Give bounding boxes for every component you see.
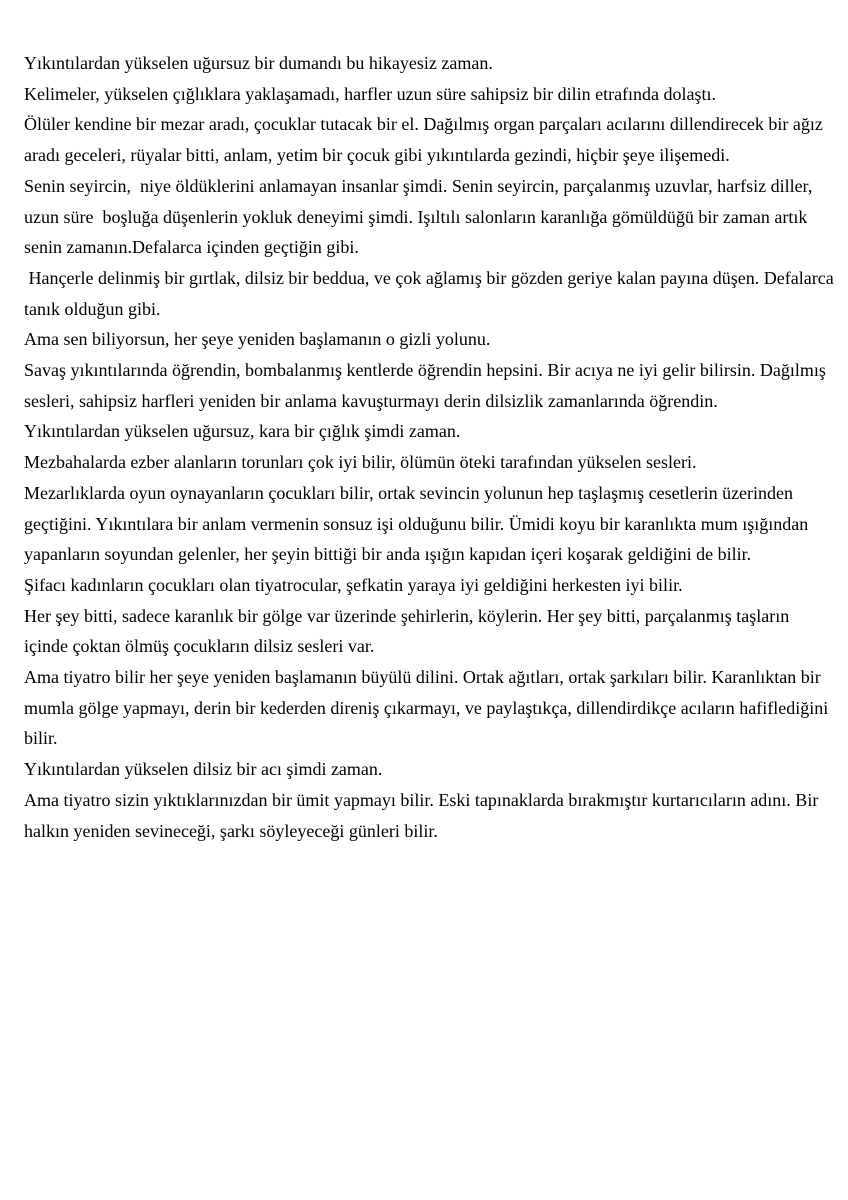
paragraph: Kelimeler, yükselen çığlıklara yaklaşamadı, harfler uzun süre sahipsiz bir dilin etrafında dolaştı. (24, 83, 717, 104)
paragraph: Ama tiyatro sizin yıktıklarınızdan bir ümit yapmayı bilir. Eski tapınaklarda bırakmıştır kurtarıcıların adını. Bir halkın yeniden sevineceği, şarkı söyleyeceği günleri bilir. (24, 789, 823, 841)
paragraph: Mezbahalarda ezber alanların torunları çok iyi bilir, ölümün öteki tarafından yükselen sesleri. (24, 452, 697, 473)
paragraph: Her şey bitti, sadece karanlık bir gölge var üzerinde şehirlerin, köylerin. Her şey bitti, parçalanmış taşların içinde çoktan ölmüş çocukların dilsiz sesleri var. (24, 605, 794, 657)
document-page (24, 48, 839, 846)
paragraph: Şifacı kadınların çocukları olan tiyatrocular, şefkatin yaraya iyi geldiğini herkesten iyi bilir. (24, 574, 683, 595)
paragraph: Ama tiyatro bilir her şeye yeniden başlamanın büyülü dilini. Ortak ağıtları, ortak şarkıları bilir. Karanlıktan bir mumla gölge yapmayı, derin bir kederden direniş çıkarmayı, ve paylaştıkça, dillendirdikçe acıların hafiflediğini bilir. (24, 667, 833, 749)
paragraph: Ölüler kendine bir mezar aradı, çocuklar tutacak bir el. Dağılmış organ parçaları acılarını dillendirecek bir ağız aradı geceleri, rüyalar bitti, anlam, yetim bir çocuk gibi yıkıntılarda gezindi, hiçbir şeye ilişemedi. (24, 114, 828, 166)
paragraph: Yıkıntılardan yükselen uğursuz bir dumandı bu hikayesiz zaman. (24, 53, 493, 73)
paragraph: Ama sen biliyorsun, her şeye yeniden başlamanın o gizli yolunu. (24, 329, 491, 350)
paragraph: Mezarlıklarda oyun oynayanların çocukları bilir, ortak sevincin yolunun hep taşlaşmış cesetlerin üzerinden geçtiğini. Yıkıntılara bir anlam vermenin sonsuz işi olduğunu bilir. Ümidi koyu bir karanlıkta mum ışığından yapanların soyundan gelenler, her şeyin bittiği bir anda ışığın kapıdan içeri koşarak geldiğini de bilir. (24, 482, 813, 565)
paragraph: Hançerle delinmiş bir gırtlak, dilsiz bir beddua, ve çok ağlamış bir gözden geriye kalan payına düşen. Defalarca tanık olduğun gibi. (24, 267, 839, 319)
paragraph: Yıkıntılardan yükselen uğursuz, kara bir çığlık şimdi zaman. (24, 421, 461, 442)
paragraph: Yıkıntılardan yükselen dilsiz bir acı şimdi zaman. (24, 759, 383, 780)
paragraph: Savaş yıkıntılarında öğrendin, bombalanmış kentlerde öğrendin hepsini. Bir acıya ne iyi gelir bilirsin. Dağılmış sesleri, sahipsiz harfleri yeniden bir anlama kavuşturmayı derin dilsizlik zamanlarında öğrendin. (24, 360, 831, 411)
paragraph: Senin seyircin, niye öldüklerini anlamayan insanlar şimdi. Senin seyircin, parçalanmış uzuvlar, harfsiz diller, uzun süre boşluğa düşenlerin yokluk deneyimi şimdi. Işıltılı salonların karanlığa gömüldüğü bir zaman artık senin zamanın.Defalarca içinden geçtiğin gibi. (24, 175, 817, 258)
